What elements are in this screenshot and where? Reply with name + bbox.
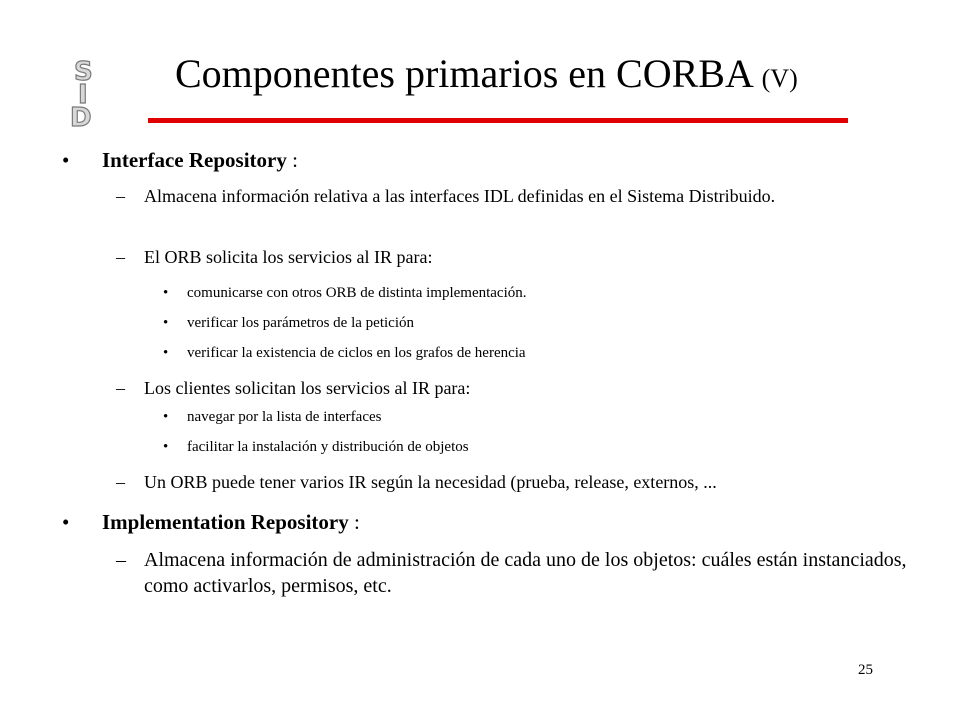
logo-letter-s: S <box>74 58 93 87</box>
interface-repository-label: Interface Repository <box>102 148 287 172</box>
bullet-interface-repository <box>62 148 298 172</box>
ir-item-1: – Almacena información relativa a las interfaces IDL definidas en el Sistema Distribuido. <box>116 186 776 206</box>
interface-repository-colon: : <box>286 148 298 172</box>
title-underline <box>148 118 848 123</box>
implementation-repository-label: Implementation Repository <box>102 510 349 534</box>
ir-item-3: – Los clientes solicitan los servicios al IR para: <box>116 378 471 398</box>
ir-item-2-sub-2: • verificar los parámetros de la petición <box>163 315 414 331</box>
ir-item-4: – Un ORB puede tener varios IR según la necesidad (prueba, release, externos, ... <box>116 472 717 492</box>
slide-title-text: Componentes primarios en CORBA <box>175 51 752 96</box>
ir-item-3-sub-2: • facilitar la instalación y distribución de objetos <box>163 439 469 455</box>
logo-letter-i: I <box>78 80 88 110</box>
ir-item-2-text: El ORB solicita los servicios al IR para: <box>144 247 433 267</box>
ir-item-1-text: Almacena información relativa a las interfaces IDL definidas en el Sistema Distribuido. <box>144 186 776 206</box>
ir-item-3-sub-1: • navegar por la lista de interfaces <box>163 409 382 425</box>
bullet-dot: • <box>62 510 70 534</box>
bullet-dot: • <box>62 148 70 172</box>
slide-title-suffix: (V) <box>761 64 798 93</box>
ir-item-4-text: Un ORB puede tener varios IR según la necesidad (prueba, release, externos, ... <box>144 472 717 492</box>
logo-letter-d: D <box>70 103 92 130</box>
slide-title <box>175 50 798 103</box>
impl-item-1: – Almacena información de administración de cada uno de los objetos: cuáles están instanciados, como activarlos, permisos, etc. <box>116 549 907 597</box>
page-number: 25 <box>858 662 873 678</box>
bullet-implementation-repository <box>62 510 360 534</box>
ir-item-2-sub-1: • comunicarse con otros ORB de distinta implementación. <box>163 285 527 301</box>
ir-item-2-sub-3: • verificar la existencia de ciclos en los grafos de herencia <box>163 345 526 361</box>
impl-item-1-text: Almacena información de administración de cada uno de los objetos: cuáles están instanciados, como activarlos, permisos, etc. <box>144 549 907 597</box>
ir-item-3-text: Los clientes solicitan los servicios al IR para: <box>144 378 471 398</box>
ir-item-2: – El ORB solicita los servicios al IR para: <box>116 247 433 267</box>
implementation-repository-colon: : <box>348 510 360 534</box>
sid-logo-icon <box>64 58 114 130</box>
